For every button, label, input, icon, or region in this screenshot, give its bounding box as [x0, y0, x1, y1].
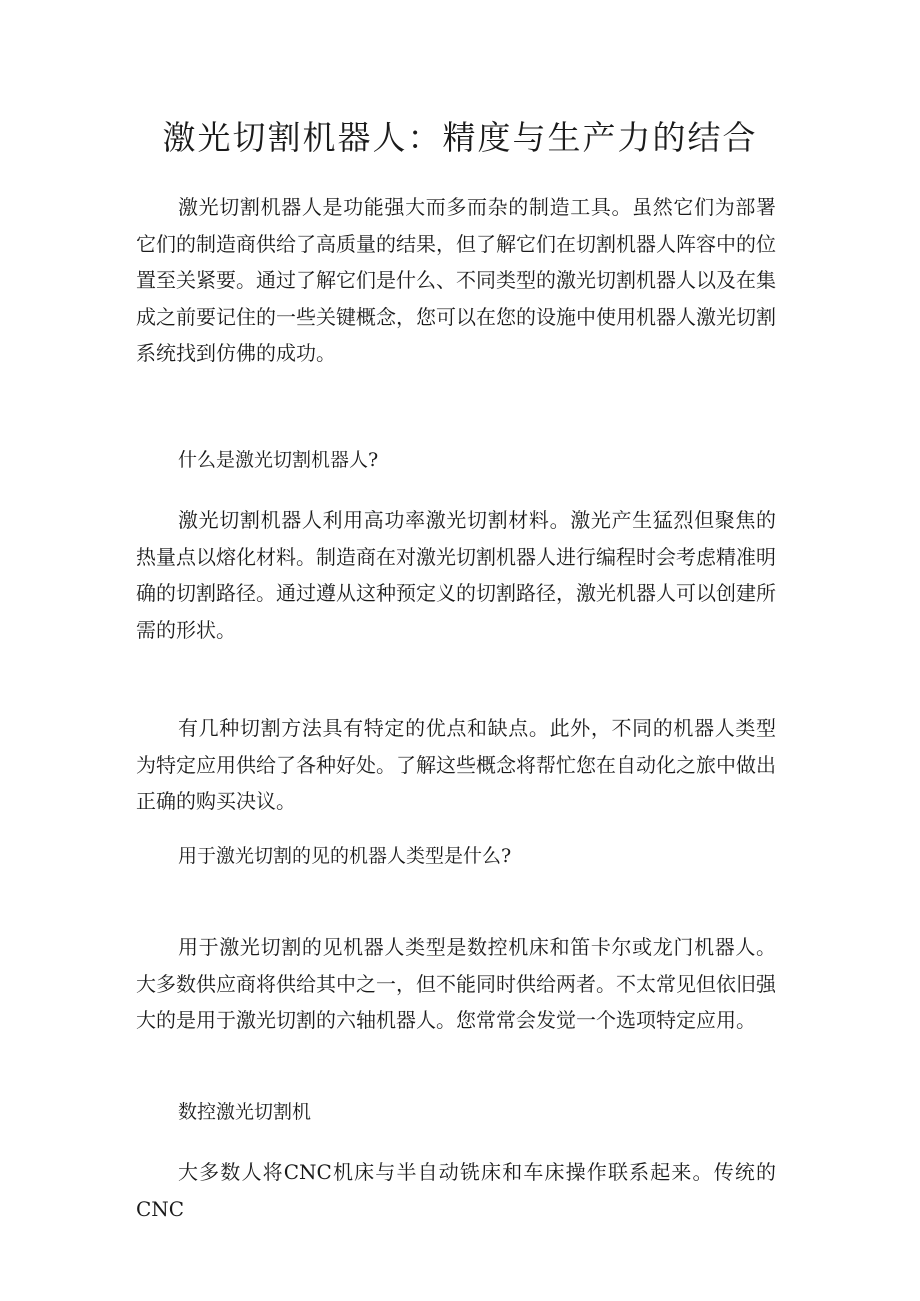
- section-heading-robot-types: 用于激光切割的见的机器人类型是什么?: [178, 845, 512, 867]
- paragraph-cnc: 大多数人将CNC机床与半自动铣床和车床操作联系起来。传统的CNC: [136, 1160, 776, 1221]
- paragraph-methods: 有几种切割方法具有特定的优点和缺点。此外，不同的机器人类型为特定应用供给了各种好处。了解这些概念将帮忙您在自动化之旅中做出正确的购买决议。: [136, 716, 776, 814]
- section-heading-cnc: 数控激光切割机: [178, 1101, 312, 1123]
- intro-paragraph: 激光切割机器人是功能强大而多而杂的制造工具。虽然它们为部署它们的制造商供给了高质量的结果，但了解它们在切割机器人阵容中的位置至关紧要。通过了解它们是什么、不同类型的激光切割机器人以及在集成之前要记住的一些关键概念，您可以在您的设施中使用机器人激光切割系统找到仿佛的成功。: [136, 195, 776, 366]
- paragraph-definition: 激光切割机器人利用高功率激光切割材料。激光产生猛烈但聚焦的热量点以熔化材料。制造商在对激光切割机器人进行编程时会考虑精准明确的切割路径。通过遵从这种预定义的切割路径，激光机器人可以创建所需的形状。: [136, 508, 776, 642]
- paragraph-robot-types: 用于激光切割的见机器人类型是数控机床和笛卡尔或龙门机器人。大多数供应商将供给其中之一，但不能同时供给两者。不太常见但依旧强大的是用于激光切割的六轴机器人。您常常会发觉一个选项特定应用。: [136, 935, 776, 1033]
- document-title: 激光切割机器人：精度与生产力的结合: [162, 118, 758, 157]
- section-heading-what-is: 什么是激光切割机器人?: [178, 449, 379, 471]
